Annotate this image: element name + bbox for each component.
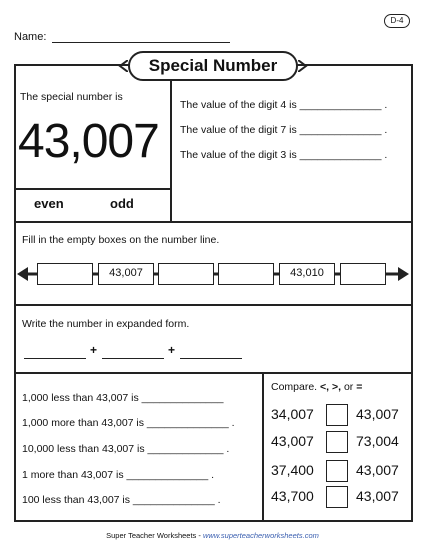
compare-left: 37,400	[271, 462, 314, 478]
number-line-box[interactable]	[37, 263, 93, 285]
compare-left: 34,007	[271, 406, 314, 422]
number-line-box[interactable]	[158, 263, 214, 285]
expanded-blank[interactable]	[102, 358, 164, 359]
number-line-instruction: Fill in the empty boxes on the number line.	[22, 234, 220, 246]
footer-link[interactable]: www.superteacherworksheets.com	[202, 531, 319, 540]
less-more-prompt: 1 more than 43,007 is ______________ .	[22, 469, 215, 481]
compare-answer-box[interactable]	[326, 460, 348, 482]
compare-label: Compare.	[271, 381, 321, 393]
digit-4-prompt: The value of the digit 4 is ______________ .	[180, 99, 388, 111]
compare-equals: =	[356, 381, 363, 393]
number-line-box[interactable]	[340, 263, 386, 285]
footer-brand: Super Teacher Worksheets -	[106, 531, 203, 540]
less-more-prompt: 1,000 more than 43,007 is ______________ .	[22, 417, 235, 429]
title-arrow-left-icon	[118, 60, 128, 72]
page-title: Special Number	[128, 51, 298, 81]
odd-option[interactable]: odd	[110, 196, 134, 211]
number-line-box: 43,010	[279, 263, 335, 285]
divider	[14, 221, 413, 223]
name-label: Name:	[14, 31, 47, 43]
compare-left: 43,700	[271, 488, 314, 504]
compare-answer-box[interactable]	[326, 431, 348, 453]
digit-7-prompt: The value of the digit 7 is ______________ .	[180, 124, 388, 136]
compare-answer-box[interactable]	[326, 486, 348, 508]
compare-right: 43,007	[356, 488, 399, 504]
expanded-instruction: Write the number in expanded form.	[22, 318, 190, 330]
compare-left: 43,007	[271, 433, 314, 449]
number-line-box[interactable]	[218, 263, 274, 285]
expanded-blank[interactable]	[180, 358, 242, 359]
compare-right: 43,007	[356, 406, 399, 422]
digit-3-prompt: The value of the digit 3 is ______________ .	[180, 149, 388, 161]
compare-answer-box[interactable]	[326, 404, 348, 426]
divider	[170, 80, 172, 222]
footer	[0, 531, 425, 540]
divider	[14, 304, 413, 306]
plus-sign: +	[90, 343, 98, 357]
divider	[14, 372, 413, 374]
compare-instruction	[271, 381, 362, 393]
less-more-prompt: 10,000 less than 43,007 is _____________ .	[22, 443, 230, 455]
less-more-prompt: 100 less than 43,007 is ______________ .	[22, 494, 221, 506]
title-arrow-right-icon	[298, 60, 308, 72]
compare-right: 43,007	[356, 462, 399, 478]
even-option[interactable]: even	[34, 196, 64, 211]
expanded-blank[interactable]	[24, 358, 86, 359]
special-number: 43,007	[18, 115, 159, 168]
compare-symbols: <, >,	[320, 381, 342, 393]
divider	[14, 188, 171, 190]
compare-right: 73,004	[356, 433, 399, 449]
special-intro: The special number is	[20, 91, 123, 103]
less-more-prompt: 1,000 less than 43,007 is ______________	[22, 392, 224, 404]
number-line-box: 43,007	[98, 263, 154, 285]
worksheet-code-badge: D-4	[384, 14, 410, 28]
name-field[interactable]	[52, 42, 230, 43]
divider	[262, 372, 264, 521]
plus-sign: +	[168, 343, 176, 357]
compare-or: or	[341, 381, 357, 393]
